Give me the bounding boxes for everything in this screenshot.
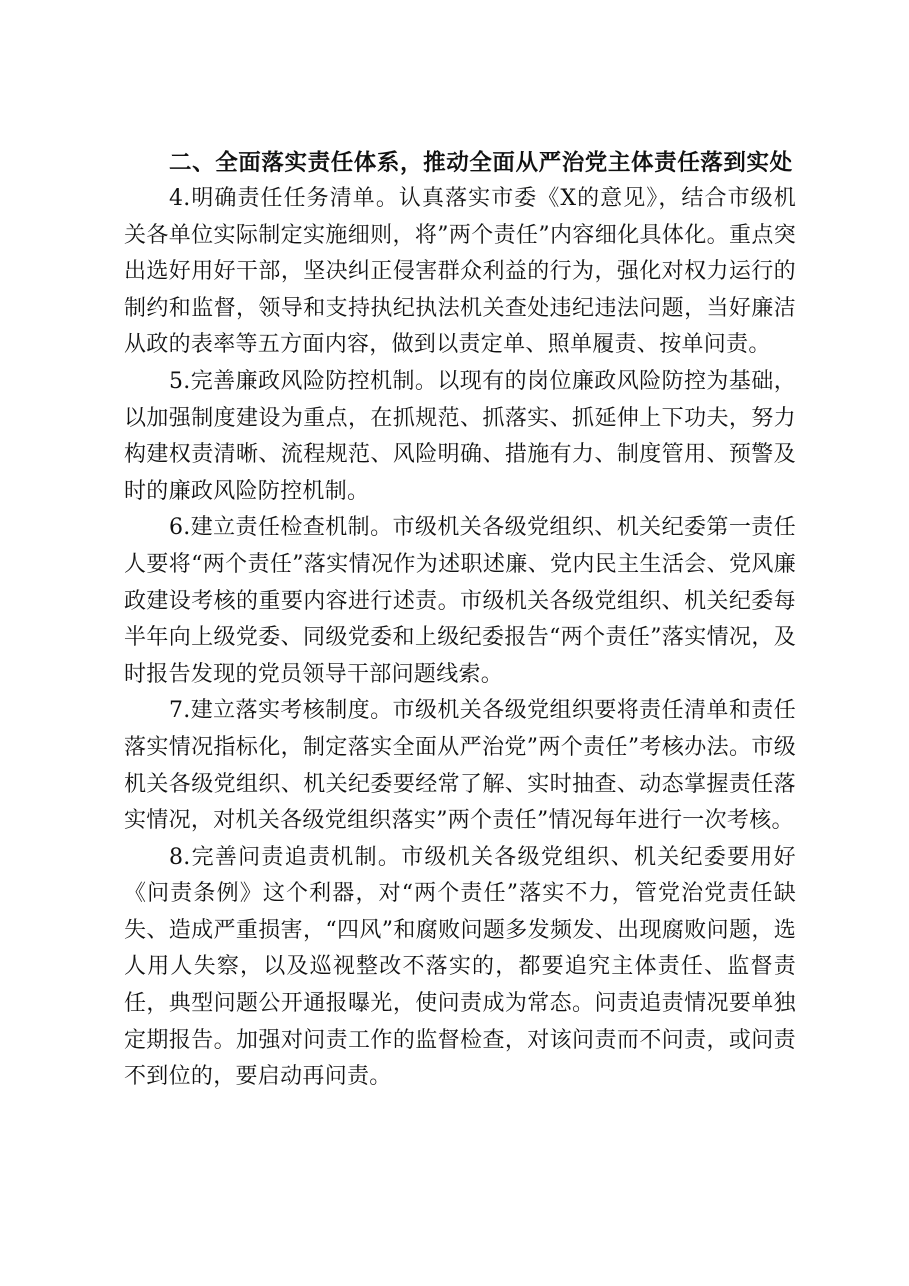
section-heading: 二、全面落实责任体系，推动全面从严治党主体责任落到实处 bbox=[169, 150, 793, 176]
paragraph-item-4: 4.明确责任任务清单。认真落实市委《X的意见》，结合市级机关各单位实际制定实施细则，将”两个责任”内容细化具体化。重点突出选好用好干部，坚决纠正侵害群众利益的行为，强化对权力运行的制约和监督，领导和支持执纪执法机关查处违纪违法问题，当好廉洁从政的表率等五方面内容，做到以责定单、照单履责、按单问责。 bbox=[124, 186, 796, 358]
paragraph-item-5: 5.完善廉政风险防控机制。以现有的岗位廉政风险防控为基础，以加强制度建设为重点，在抓规范、抓落实、抓延伸上下功夫，努力构建权责清晰、流程规范、风险明确、措施有力、制度管用、预警及时的廉政风险防控机制。 bbox=[124, 368, 796, 504]
document-body bbox=[124, 146, 796, 1096]
paragraph-item-8: 8.完善问责追责机制。市级机关各级党组织、机关纪委要用好《问责条例》这个利器，对“两个责任”落实不力，管党治党责任缺失、造成严重损害，“四风”和腐败问题多发频发、出现腐败问题，选人用人失察，以及巡视整改不落实的，都要追究主体责任、监督责任，典型问题公开通报曝光，使问责成为常态。问责追责情况要单独定期报告。加强对问责工作的监督检查，对该问责而不问责，或问责不到位的，要启动再问责。 bbox=[124, 844, 796, 1090]
paragraph-item-6: 6.建立责任检查机制。市级机关各级党组织、机关纪委第一责任人要将“两个责任”落实情况作为述职述廉、党内民主生活会、党风廉政建设考核的重要内容进行述责。市级机关各级党组织、机关纪委每半年向上级党委、同级党委和上级纪委报告“两个责任”落实情况，及时报告发现的党员领导干部问题线索。 bbox=[124, 515, 796, 687]
paragraph-item-7: 7.建立落实考核制度。市级机关各级党组织要将责任清单和责任落实情况指标化，制定落实全面从严治党”两个责任”考核办法。市级机关各级党组织、机关纪委要经常了解、实时抽查、动态掌握责任落实情况，对机关各级党组织落实”两个责任”情况每年进行一次考核。 bbox=[124, 698, 796, 834]
